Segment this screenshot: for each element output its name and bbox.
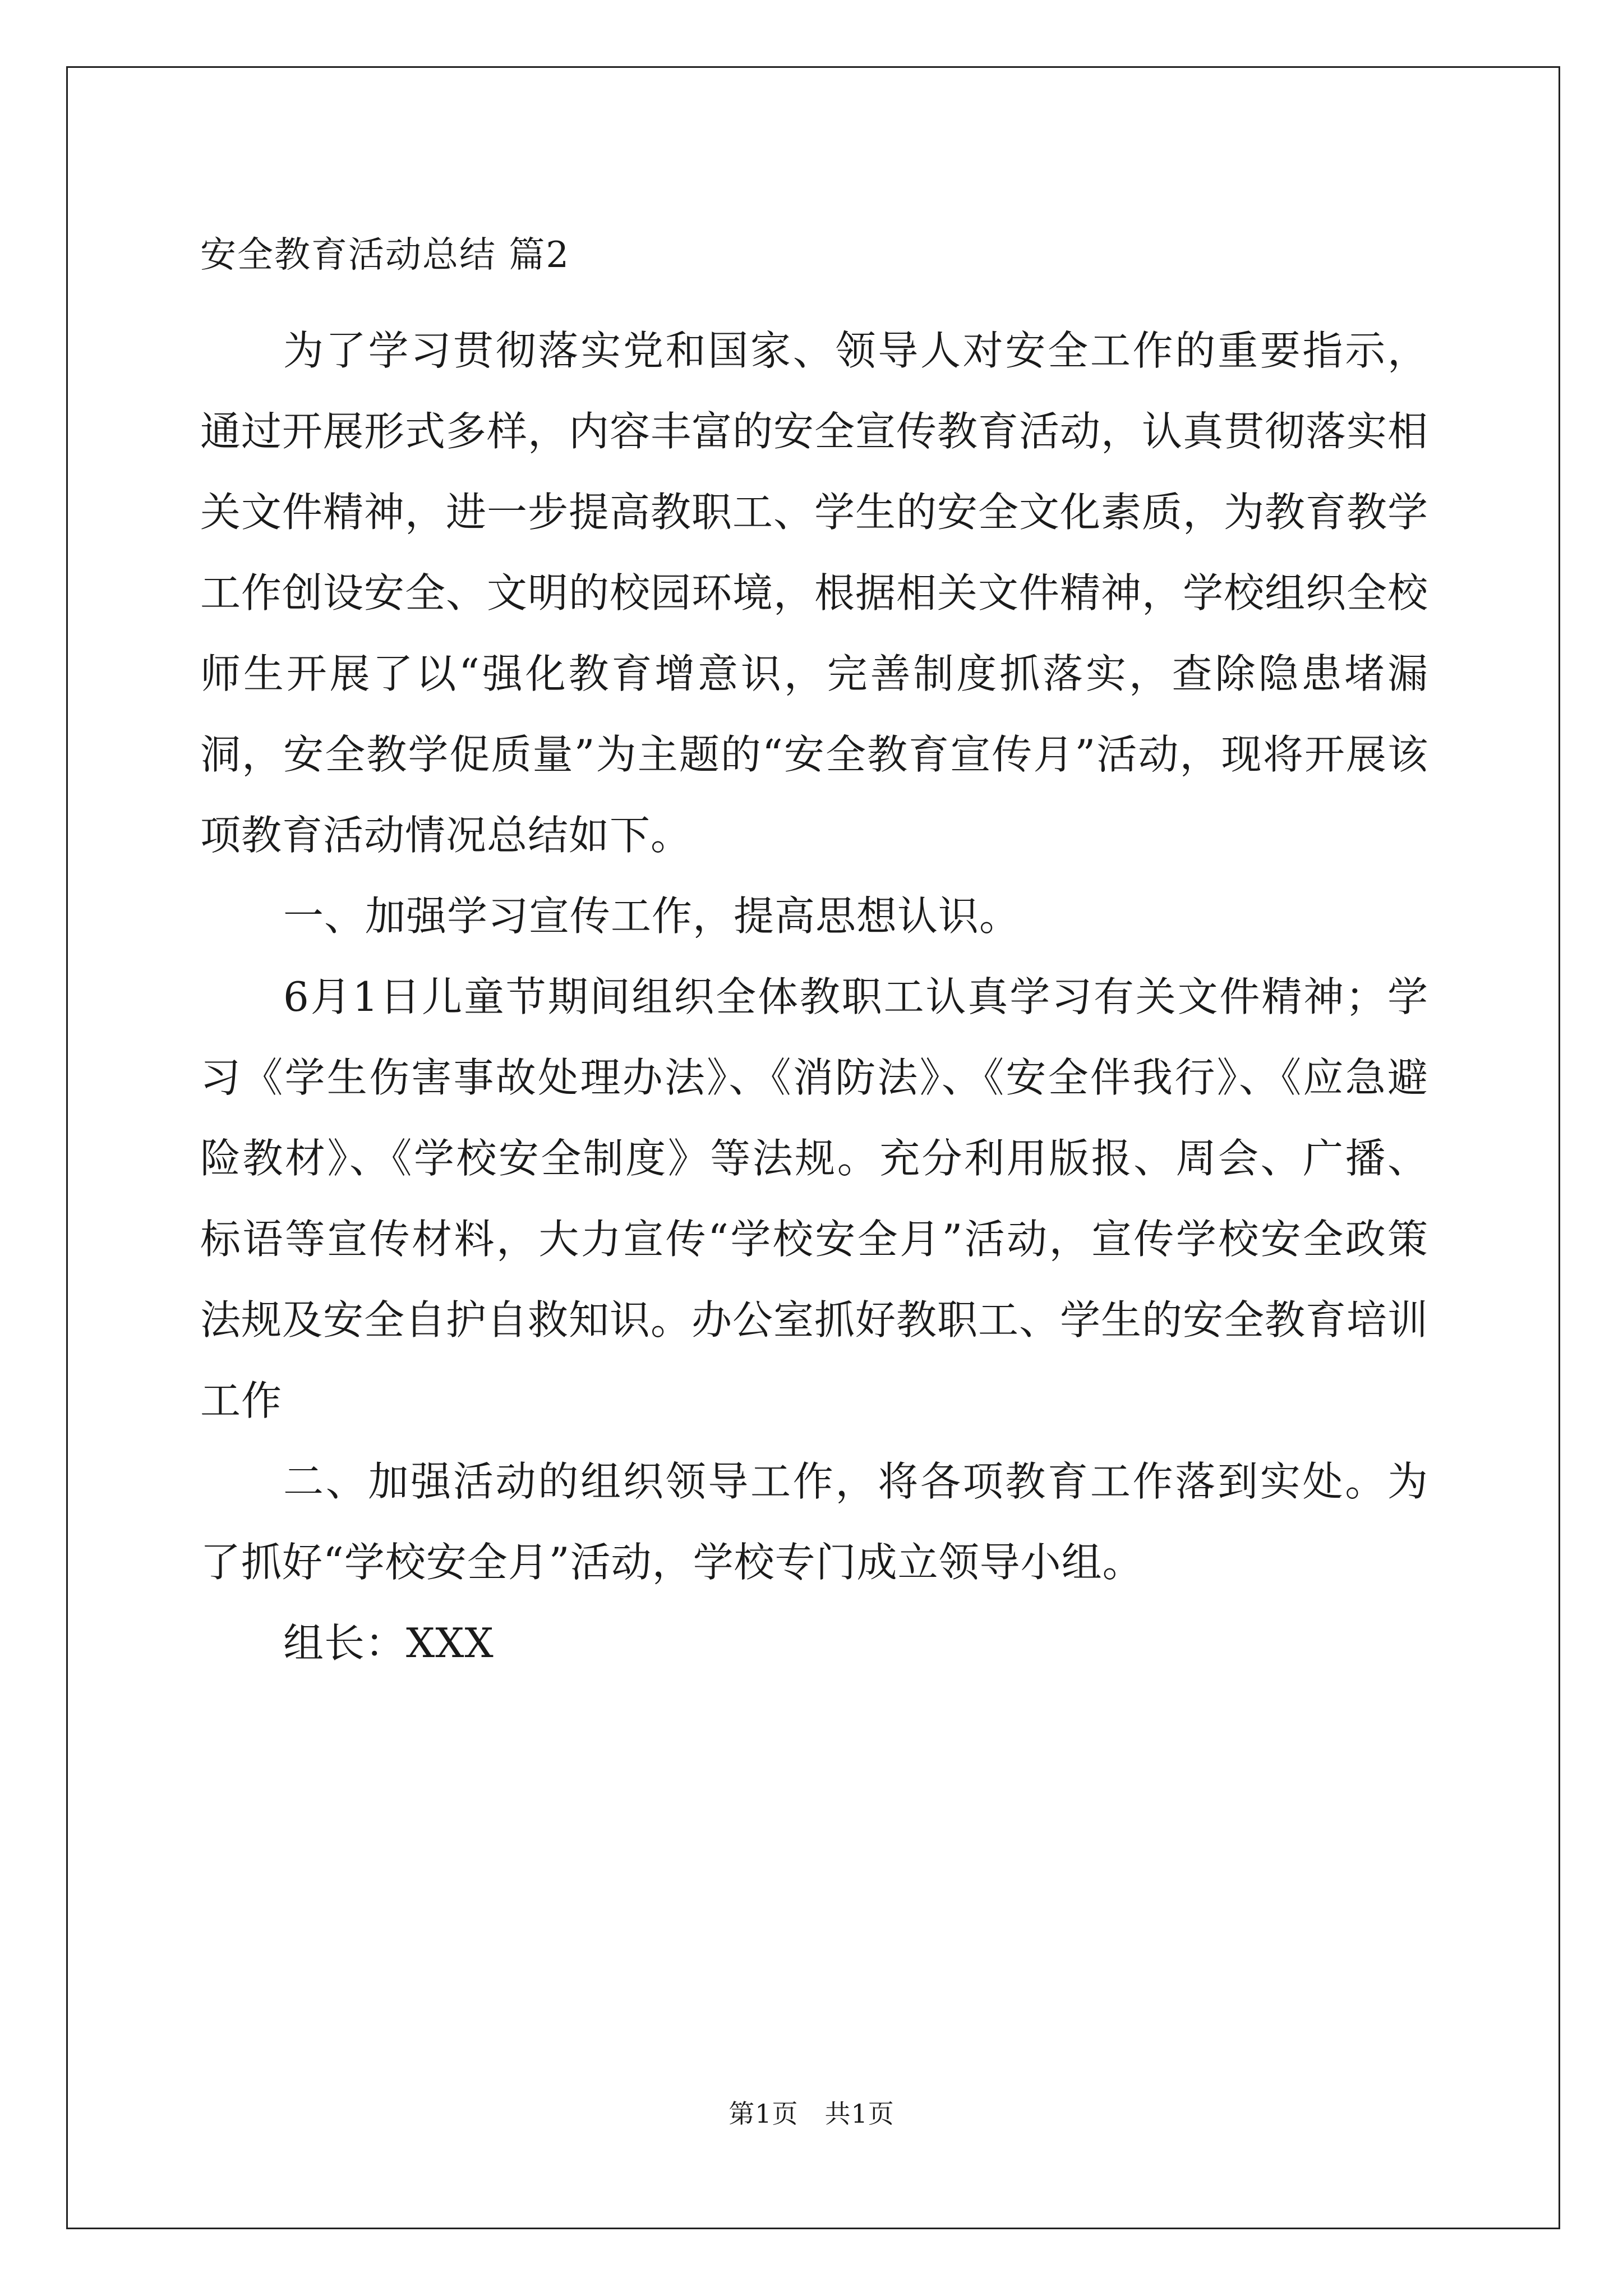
document-body xyxy=(200,222,1428,1683)
paragraph-intro: 为了学习贯彻落实党和国家、领导人对安全工作的重要指示，通过开展形式多样，内容丰富的安全宣传教育活动，认真贯彻落实相关文件精神，进一步提高教职工、学生的安全文化素质，为教育教学工作创设安全、文明的校园环境，根据相关文件精神，学校组织全校师生开展了以“强化教育增意识，完善制度抓落实，查除隐患堵漏洞，安全教学促质量”为主题的“安全教育宣传月”活动，现将开展该项教育活动情况总结如下。 xyxy=(200,327,1429,859)
paragraph-group-leader: 组长：XXX xyxy=(283,1619,494,1667)
page-number-footer: 第1页 共1页 xyxy=(728,2099,895,2129)
document-title: 安全教育活动总结 篇2 xyxy=(200,234,570,276)
paragraph-section-2: 二、加强活动的组织领导工作，将各项教育工作落到实处。为了抓好“学校安全月”活动，学校专门成立领导小组。 xyxy=(200,1458,1428,1586)
paragraph-section-1-heading: 一、加强学习宣传工作，提高思想认识。 xyxy=(283,892,1021,940)
paragraph-section-1-body: 6月1日儿童节期间组织全体教职工认真学习有关文件精神；学习《学生伤害事故处理办法》、《消防法》、《安全伴我行》、《应急避险教材》、《学校安全制度》等法规。充分利用版报、周会、广播、标语等宣传材料，大力宣传“学校安全月”活动，宣传学校安全政策法规及安全自护自救知识。办公室抓好教职工、学生的安全教育培训工作 xyxy=(200,973,1429,1424)
